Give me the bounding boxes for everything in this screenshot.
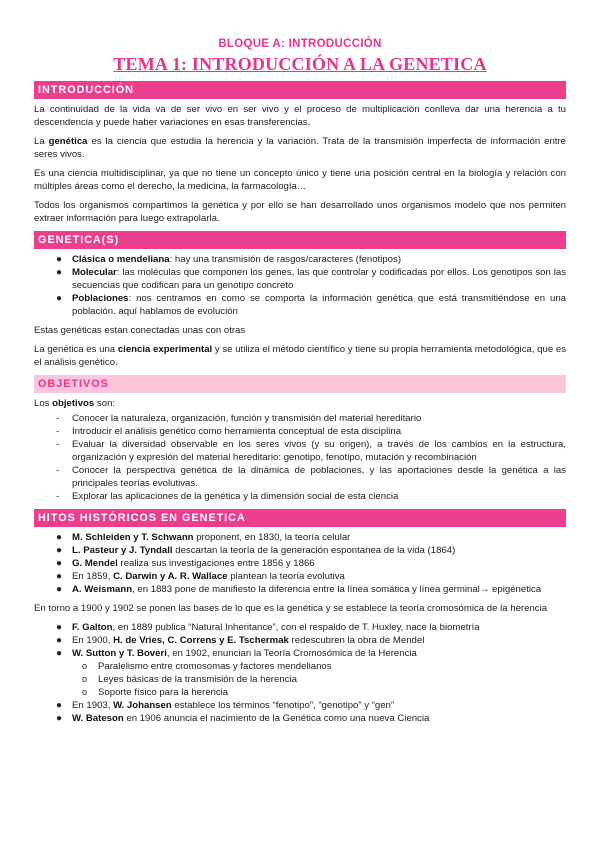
list-item: ● En 1859, C. Darwin y A. R. Wallace plantean la teoría evolutiva: [56, 571, 345, 582]
objetivos-list: [34, 412, 566, 503]
bullet-icon: ●: [56, 584, 63, 595]
paragraph: La continuidad de la vida va de ser vivo en ser vivo y el proceso de multiplicación conlleva dar una herencia a tu descendencia y puede haber variaciones en esas transferencias.: [34, 104, 566, 128]
paragraph: La genética es una ciencia experimental y se utiliza el método científico y tiene su propia herramienta metodológica, que es el análisis genético.: [34, 344, 566, 368]
dash-icon: -: [56, 465, 60, 476]
list-item: ● En 1903, W. Johansen establece los términos “fenotipo”, “genotipo” y “gen”: [56, 700, 395, 711]
list-item: - Evaluar la diversidad observable en los seres vivos (y su origen), a través de los cambios en la estructura, organización y expresión del material hereditario: genotipo, fenotipo, mutación y recombinación: [56, 439, 566, 463]
list-item: - Explorar las aplicaciones de la genética y la dimensión social de esta ciencia: [56, 491, 399, 502]
paragraph: En torno a 1900 y 1902 se ponen las bases de lo que es la genética y se establece la teoría cromosómica de la herencia: [34, 603, 548, 614]
list-item: ● Clásica o mendeliana: hay una transmisión de rasgos/caracteres (fenotipos): [56, 254, 402, 265]
sub-list-item: o Paralelismo entre cromosomas y factores mendelianos: [82, 661, 332, 672]
bullet-icon: ●: [56, 700, 63, 711]
list-item: ● W. Bateson en 1906 anuncia el nacimiento de la Genética como una nueva Ciencia: [56, 713, 430, 724]
list-item: ● En 1900, H. de Vries, C. Correns y E. Tschermak redescubren la obra de Mendel: [56, 635, 425, 646]
circle-bullet-icon: o: [82, 674, 88, 684]
bullet-icon: ●: [56, 545, 63, 556]
bullet-icon: ●: [56, 713, 63, 724]
circle-bullet-icon: o: [82, 687, 88, 697]
section-heading-hitos: HITOS HISTÓRICOS EN GENETICA: [34, 509, 566, 527]
hitos-list: [34, 531, 566, 596]
bullet-icon: ●: [56, 622, 63, 633]
bullet-icon: ●: [56, 532, 63, 543]
bullet-icon: ●: [56, 571, 63, 582]
hitos-list-2: [34, 621, 566, 660]
bullet-icon: ●: [56, 635, 63, 646]
dash-icon: -: [56, 439, 60, 450]
paragraph: Es una ciencia multidisciplinar, ya que no tiene un concepto único y tiene una posición central en la biología y relación con múltiples áreas como el derecho, la medicina, la farmacología…: [34, 168, 566, 192]
section-heading-introduccion: INTRODUCCIÓN: [34, 81, 566, 99]
block-title: BLOQUE A: INTRODUCCIÓN: [218, 38, 382, 50]
section-heading-objetivos: OBJETIVOS: [34, 375, 566, 393]
dash-icon: -: [56, 491, 60, 502]
bullet-icon: ●: [56, 254, 63, 265]
paragraph: Todos los organismos compartimos la genética y por ello se han desarrollado unos organismos modelo que nos permiten extraer información para luego extrapolarla.: [34, 200, 566, 224]
bullet-icon: ●: [56, 648, 63, 659]
bullet-icon: ●: [56, 558, 63, 569]
list-item: - Conocer la naturaleza, organización, función y transmisión del material hereditario: [56, 413, 422, 424]
dash-icon: -: [56, 426, 60, 437]
list-item: - Conocer la perspectiva genética de la dinámica de poblaciones, y las aportaciones desde la genética a las principales teorías evolutivas.: [56, 465, 566, 489]
paragraph: Los objetivos son:: [34, 398, 116, 409]
list-item: ● A. Weismann, en 1883 pone de manifiesto la diferencia entre la línea somática y línea germinal→ epigénetica: [56, 584, 542, 595]
sub-list: [34, 660, 566, 699]
hitos-list-3: [34, 699, 566, 725]
bullet-icon: ●: [56, 293, 63, 304]
list-item: ● M. Schleiden y T. Schwann proponent, en 1830, la teoría celular: [56, 532, 351, 543]
list-item: ● Poblaciones: nos centramos en como se comporta la información genética que está transmitiéndose en una población. aquí hablamos de evolución: [56, 293, 566, 317]
list-item: ● G. Mendel realiza sus investigaciones entre 1856 y 1866: [56, 558, 315, 569]
list-item: ● L. Pasteur y J. Tyndall descartan la teoría de la generación espontanea de la vida (1864): [56, 545, 456, 556]
paragraph: La genética es la ciencia que estudia la herencia y la variación. Trata de la transmisión imperfecta de información entre seres vivos.: [34, 136, 566, 160]
sub-list-item: o Soporte físico para la herencia: [82, 687, 229, 698]
section-heading-geneticas: GENETICA(S): [34, 231, 566, 249]
dash-icon: -: [56, 413, 60, 424]
topic-title: TEMA 1: INTRODUCCIÓN A LA GENETICA: [113, 54, 487, 74]
sub-list-item: o Leyes básicas de la transmisión de la herencia: [82, 674, 297, 685]
list-item: - Introducir el análisis genético como herramienta conceptual de esta disciplina: [56, 426, 402, 437]
geneticas-list: [34, 253, 566, 318]
list-item: ● W. Sutton y T. Boveri, en 1902, enuncian la Teoría Cromosómica de la Herencia: [56, 648, 417, 659]
circle-bullet-icon: o: [82, 661, 88, 671]
paragraph: Estas genéticas estan conectadas unas con otras: [34, 325, 246, 336]
bullet-icon: ●: [56, 267, 63, 278]
list-item: ● Molecular: las moléculas que componen los genes, las que controlar y codificadas por ellos. Los genotipos son las secuencias que codifican para un genotipo concreto: [56, 267, 566, 291]
list-item: ● F. Galton, en 1889 publica “Natural Inheritance”, con el respaldo de T. Huxley, nace la biometría: [56, 622, 480, 633]
